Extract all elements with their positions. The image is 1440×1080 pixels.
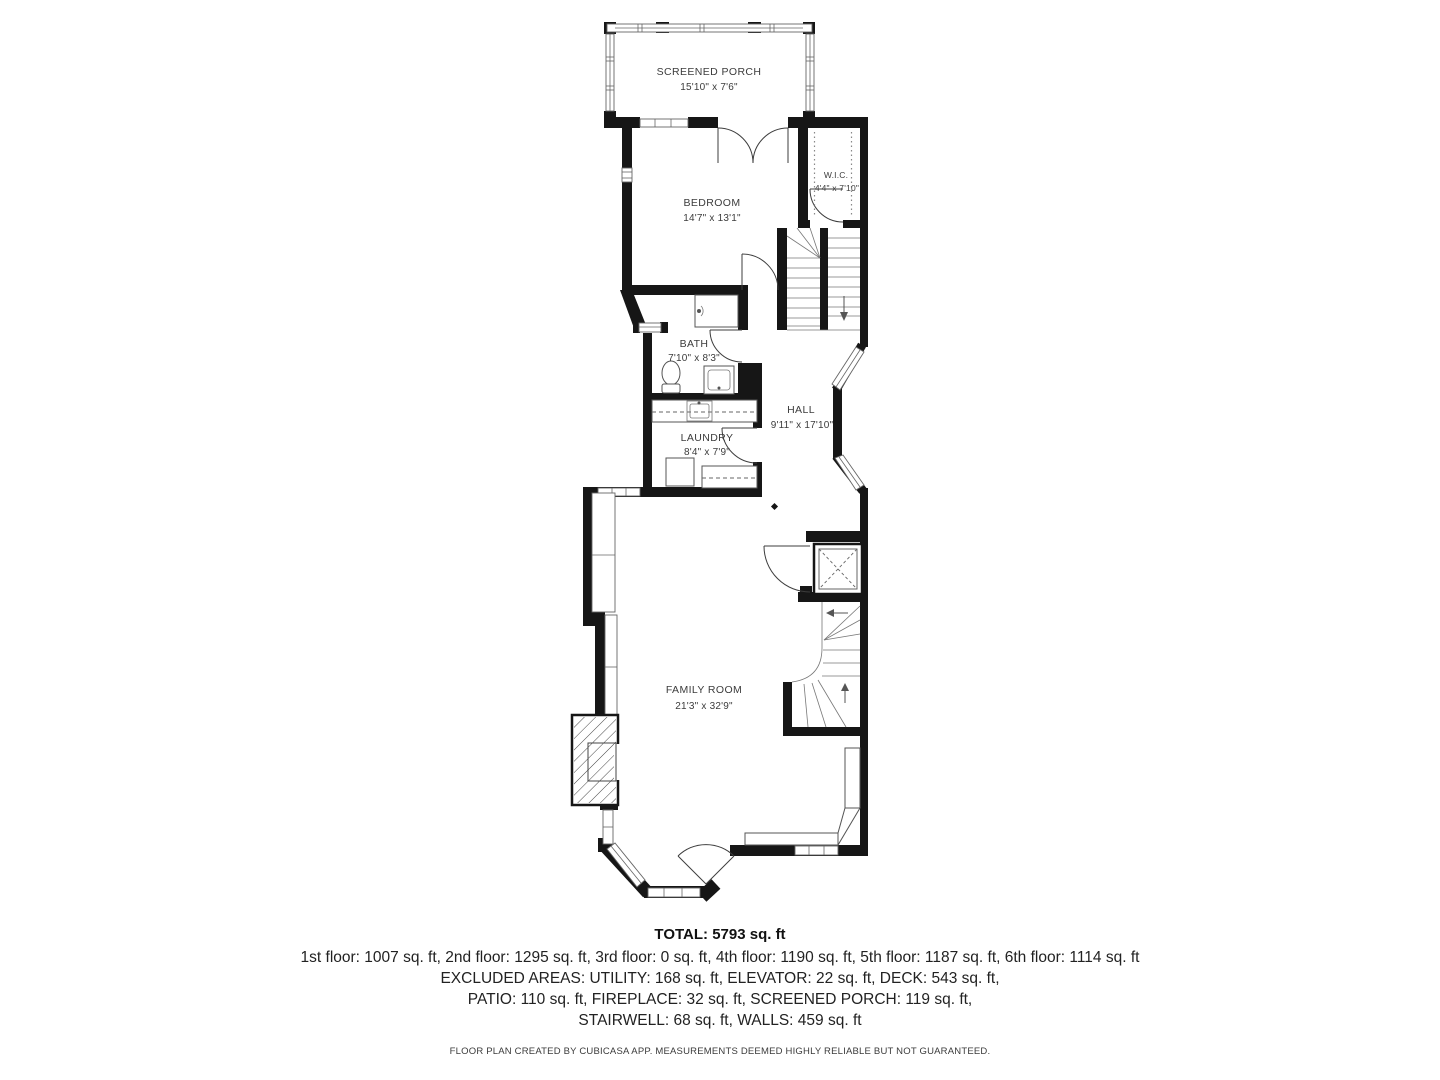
room-label-hall: HALL [787,404,815,416]
laundry-counter-icon [652,400,757,422]
excluded-areas-text-1: EXCLUDED AREAS: UTILITY: 168 sq. ft, ELEVATOR: 22 sq. ft, DECK: 543 sq. ft, [440,970,1000,987]
floor-areas-text: 1st floor: 1007 sq. ft, 2nd floor: 1295 sq. ft, 3rd floor: 0 sq. ft, 4th floor: 1190 sq. ft, 5th floor: 1187 sq. ft, 6th floor: 1114 sq. ft [300,949,1140,966]
elevator-door [764,546,810,592]
excluded-areas-text-2: PATIO: 110 sq. ft, FIREPLACE: 32 sq. ft, SCREENED PORCH: 119 sq. ft, [467,991,973,1008]
excluded-areas-text-3: STAIRWELL: 68 sq. ft, WALLS: 459 sq. ft [578,1012,862,1029]
patio-door [678,845,734,884]
doors [678,128,843,884]
room-dims-hall: 9'11" x 17'10" [770,420,834,431]
room-dims-laundry: 8'4" x 7'9" [684,447,730,458]
walls [583,22,868,898]
disclaimer-text: FLOOR PLAN CREATED BY CUBICASA APP. MEASUREMENTS DEEMED HIGHLY RELIABLE BUT NOT GUARANTEED. [449,1046,991,1057]
staircase-up-icon [792,602,860,727]
laundry-lower-counter-icon [702,466,757,488]
room-label-wic: W.I.C. [823,170,849,180]
shower-icon [695,295,738,327]
room-dims-bedroom: 14'7" x 13'1" [683,213,741,224]
washer-icon [666,458,694,486]
elevator-icon [814,544,862,594]
room-label-bedroom: BEDROOM [683,197,741,209]
sink-vanity-icon [704,366,734,394]
room-label-family-room: FAMILY ROOM [665,684,743,696]
bedroom-door [742,254,778,290]
french-doors [718,128,788,163]
fireplace-icon [572,715,620,805]
room-label-laundry: LAUNDRY [680,432,734,444]
total-area-text: TOTAL: 5793 sq. ft [654,926,786,943]
room-dims-bath: 7'10" x 8'3" [668,353,720,364]
corner-counter-icon [745,748,860,845]
room-dims-family-room: 21'3" x 32'9" [675,701,733,712]
room-dims-wic: 4'4" x 7'10" [814,183,860,193]
toilet-icon [662,361,680,393]
room-dims-screened-porch: 15'10" x 7'6" [680,82,738,93]
windows [592,24,864,897]
room-label-bath: BATH [679,338,709,350]
room-label-screened-porch: SCREENED PORCH [656,66,762,78]
